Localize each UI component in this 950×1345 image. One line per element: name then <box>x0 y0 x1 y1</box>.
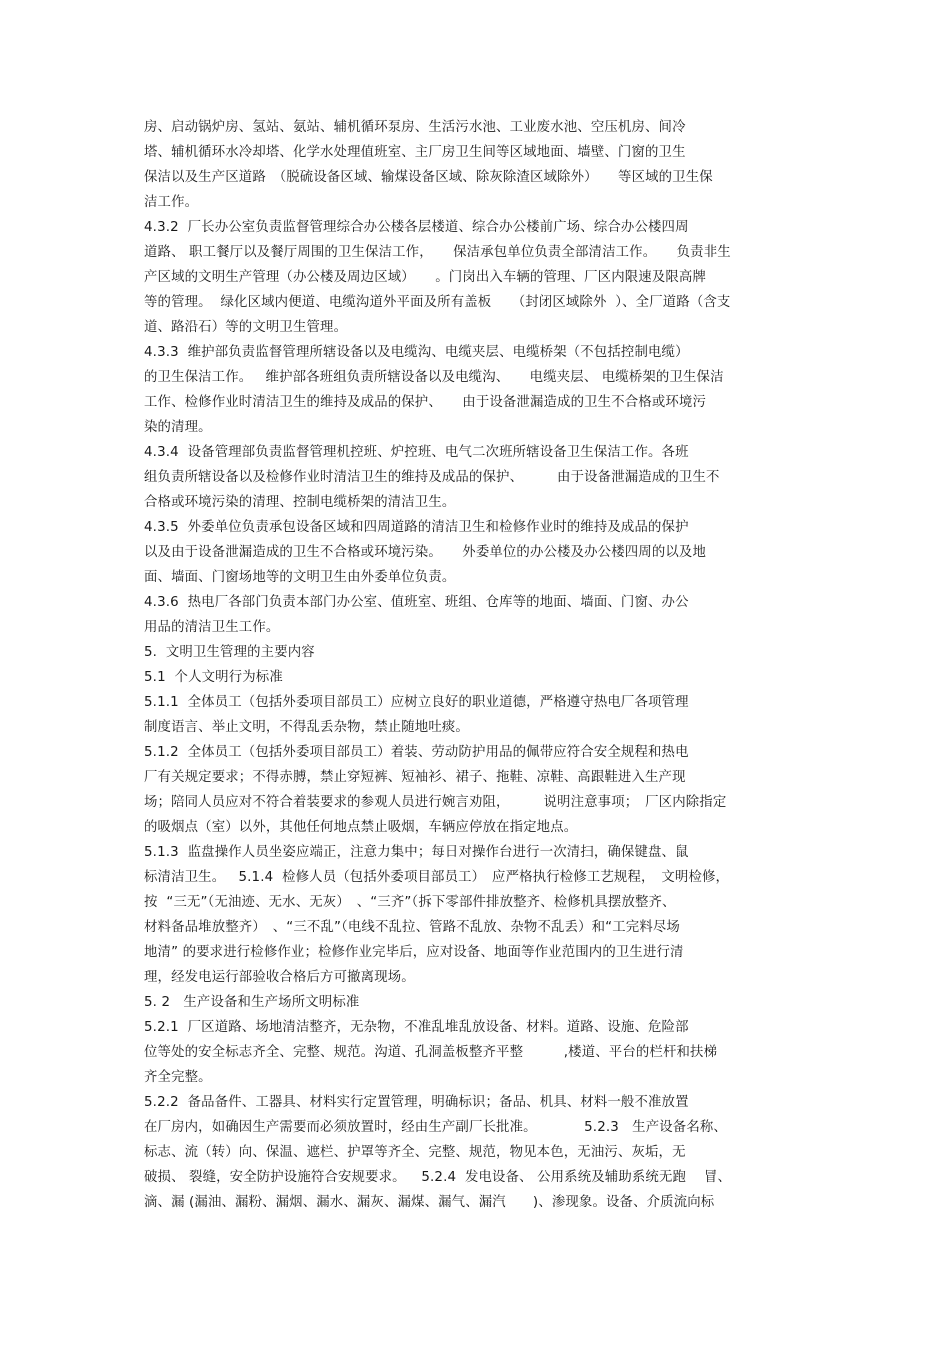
text-line: 道路、 职工餐厅以及餐厅周围的卫生保洁工作， 保洁承包单位负责全部清洁工作。 负责非生 <box>144 245 731 260</box>
text-line: 道、路沿石）等的文明卫生管理。 <box>144 320 348 335</box>
text-line: 在厂房内，如确因生产需要而必须放置时，经由生产副厂长批准。 5.2.3 生产设备名称、 <box>144 1120 727 1135</box>
text-line: 场；陪同人员应对不符合着装要求的参观人员进行婉言劝阻， 说明注意事项； 厂区内除指定 <box>144 795 727 810</box>
section-heading-5-2: 5. 2 生产设备和生产场所文明标准 <box>144 995 360 1010</box>
section-5-1-1: 5.1.1 全体员工（包括外委项目部员工）应树立良好的职业道德，严格遵守热电厂各项管理 <box>144 695 689 710</box>
text-line: 理，经发电运行部验收合格后方可撤离现场。 <box>144 970 415 985</box>
text-line: 保洁以及生产区道路 （脱硫设备区域、输煤设备区域、除灰除渣区域除外） 等区域的卫生保 <box>144 170 713 185</box>
text-line: 按 “三无”（无油迹、无水、无灰） 、“三齐”（拆下零部件排放整齐、检修机具摆放整齐、 <box>144 895 676 910</box>
text-line: 等的管理。 绿化区域内便道、电缆沟道外平面及所有盖板 （封闭区域除外 ）、全厂道路（含支 <box>144 295 731 310</box>
text-line: 用品的清洁卫生工作。 <box>144 620 280 635</box>
section-heading-5-1: 5.1 个人文明行为标准 <box>144 670 283 685</box>
text-line: 面、墙面、门窗场地等的文明卫生由外委单位负责。 <box>144 570 456 585</box>
text-line: 的卫生保洁工作。 维护部各班组负责所辖设备以及电缆沟、 电缆夹层、 电缆桥架的卫生保洁 <box>144 370 724 385</box>
section-5-1-2: 5.1.2 全体员工（包括外委项目部员工）着装、劳动防护用品的佩带应符合安全规程和热电 <box>144 745 689 760</box>
text-line: 标清洁卫生。 5.1.4 检修人员（包括外委项目部员工） 应严格执行检修工艺规程， 文明检修， <box>144 870 730 885</box>
text-line: 以及由于设备泄漏造成的卫生不合格或环境污染。 外委单位的办公楼及办公楼四周的以及地 <box>144 545 707 560</box>
section-5-1-3: 5.1.3 监盘操作人员坐姿应端正，注意力集中；每日对操作台进行一次清扫，确保键盘、鼠 <box>144 845 689 860</box>
section-5-2-1: 5.2.1 厂区道路、场地清洁整齐，无杂物，不准乱堆乱放设备、材料。道路、设施、危险部 <box>144 1020 689 1035</box>
section-heading-5: 5. 文明卫生管理的主要内容 <box>144 645 315 660</box>
text-line: 的吸烟点（室）以外，其他任何地点禁止吸烟，车辆应停放在指定地点。 <box>144 820 578 835</box>
text-line: 合格或环境污染的清理、控制电缆桥架的清洁卫生。 <box>144 495 456 510</box>
text-line: 齐全完整。 <box>144 1070 212 1085</box>
section-5-2-2: 5.2.2 备品备件、工器具、材料实行定置管理，明确标识；备品、机具、材料一般不准放置 <box>144 1095 689 1110</box>
section-4-3-6: 4.3.6 热电厂各部门负责本部门办公室、值班室、班组、仓库等的地面、墙面、门窗、办公 <box>144 595 689 610</box>
text-line: 染的清理。 <box>144 420 212 435</box>
text-line: 房、启动锅炉房、氢站、氨站、辅机循环泵房、生活污水池、工业废水池、空压机房、间冷 <box>144 120 686 135</box>
text-line: 滴、漏 (漏油、漏粉、漏烟、漏水、漏灰、漏煤、漏气、漏汽 )、渗现象。设备、介质流向标 <box>144 1195 715 1210</box>
text-line: 洁工作。 <box>144 195 199 210</box>
text-line: 组负责所辖设备以及检修作业时清洁卫生的维持及成品的保护、 由于设备泄漏造成的卫生不 <box>144 470 720 485</box>
text-line: 位等处的安全标志齐全、完整、规范。沟道、孔洞盖板整齐平整 ,楼道、平台的栏杆和扶梯 <box>144 1045 718 1060</box>
text-line: 材料备品堆放整齐） 、“三不乱”（电线不乱拉、管路不乱放、杂物不乱丢）和“工完料尽场 <box>144 920 680 935</box>
text-line: 标志、流（转）向、保温、遮栏、护罩等齐全、完整、规范，物见本色，无油污、灰垢，无 <box>144 1145 686 1160</box>
section-4-3-3: 4.3.3 维护部负责监督管理所辖设备以及电缆沟、电缆夹层、电缆桥架（不包括控制电缆） <box>144 345 689 360</box>
section-4-3-2: 4.3.2 厂长办公室负责监督管理综合办公楼各层楼道、综合办公楼前广场、综合办公楼四周 <box>144 220 689 235</box>
text-line: 地清” 的要求进行检修作业；检修作业完毕后，应对设备、地面等作业范围内的卫生进行清 <box>144 945 684 960</box>
text-line: 制度语言、举止文明，不得乱丢杂物，禁止随地吐痰。 <box>144 720 469 735</box>
section-4-3-5: 4.3.5 外委单位负责承包设备区域和四周道路的清洁卫生和检修作业时的维持及成品的保护 <box>144 520 689 535</box>
section-4-3-4: 4.3.4 设备管理部负责监督管理机控班、炉控班、电气二次班所辖设备卫生保洁工作。各班 <box>144 445 689 460</box>
text-line: 工作、检修作业时清洁卫生的维持及成品的保护、 由于设备泄漏造成的卫生不合格或环境污 <box>144 395 707 410</box>
text-line: 塔、辅机循环水冷却塔、化学水处理值班室、主厂房卫生间等区域地面、墙壁、门窗的卫生 <box>144 145 686 160</box>
text-line: 产区域的文明生产管理（办公楼及周边区域） 。门岗出入车辆的管理、厂区内限速及限高牌 <box>144 270 707 285</box>
text-line: 厂有关规定要求；不得赤膊，禁止穿短裤、短袖衫、裙子、拖鞋、凉鞋、高跟鞋进入生产现 <box>144 770 686 785</box>
text-line: 破损、 裂缝，安全防护设施符合安规要求。 5.2.4 发电设备、 公用系统及辅助系统无跑 冒、 <box>144 1170 732 1185</box>
